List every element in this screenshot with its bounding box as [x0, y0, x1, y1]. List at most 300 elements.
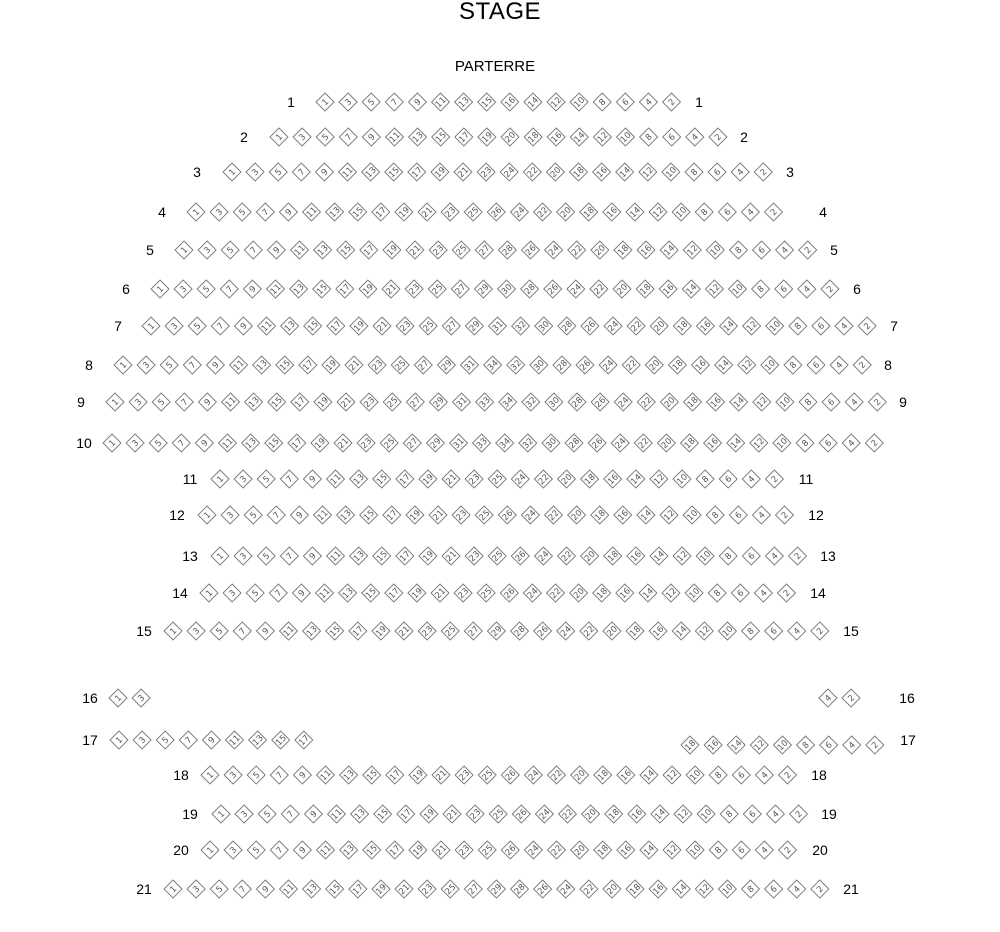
seat-row-5-15[interactable] [337, 241, 355, 259]
seat-row-8-16[interactable] [692, 356, 710, 374]
seat-row-5-19[interactable] [383, 241, 401, 259]
seat-row-3-6[interactable] [708, 163, 726, 181]
seat-row-8-32[interactable] [507, 356, 525, 374]
seat-row-9-29[interactable] [429, 393, 447, 411]
seat-row-15-6[interactable] [765, 622, 783, 640]
seat-row-18-22[interactable] [548, 766, 566, 784]
seat-row-11-18[interactable] [581, 470, 599, 488]
seat-row-2-2[interactable] [709, 128, 727, 146]
seat-row-7-14[interactable] [720, 317, 738, 335]
seat-row-3-11[interactable] [339, 163, 357, 181]
seat-row-7-25[interactable] [419, 317, 437, 335]
seat-row-11-2[interactable] [765, 470, 783, 488]
seat-row-1-4[interactable] [639, 93, 657, 111]
seat-row-13-21[interactable] [442, 547, 460, 565]
seat-row-21-19[interactable] [372, 880, 390, 898]
seat-row-7-6[interactable] [812, 317, 830, 335]
seat-row-15-29[interactable] [487, 622, 505, 640]
seat-row-13-10[interactable] [696, 547, 714, 565]
seat-row-6-4[interactable] [798, 280, 816, 298]
seat-row-5-6[interactable] [753, 241, 771, 259]
seat-row-18-20[interactable] [571, 766, 589, 784]
seat-row-8-15[interactable] [276, 356, 294, 374]
seat-row-13-12[interactable] [673, 547, 691, 565]
seat-row-20-12[interactable] [663, 841, 681, 859]
seat-row-21-25[interactable] [441, 880, 459, 898]
seat-row-17-5[interactable] [156, 731, 174, 749]
seat-row-9-21[interactable] [337, 393, 355, 411]
seat-row-7-27[interactable] [442, 317, 460, 335]
seat-row-4-6[interactable] [718, 203, 736, 221]
seat-row-10-17[interactable] [288, 434, 306, 452]
seat-row-6-19[interactable] [359, 280, 377, 298]
seat-row-12-15[interactable] [360, 506, 378, 524]
seat-row-10-20[interactable] [657, 434, 675, 452]
seat-row-21-15[interactable] [326, 880, 344, 898]
seat-row-2-20[interactable] [501, 128, 519, 146]
seat-row-9-32[interactable] [522, 393, 540, 411]
seat-row-16-1[interactable] [109, 689, 127, 707]
seat-row-19-1[interactable] [212, 805, 230, 823]
seat-row-14-26[interactable] [500, 584, 518, 602]
seat-row-8-31[interactable] [461, 356, 479, 374]
seat-row-10-23[interactable] [357, 434, 375, 452]
seat-row-17-4[interactable] [843, 736, 861, 754]
seat-row-7-22[interactable] [627, 317, 645, 335]
seat-row-12-17[interactable] [383, 506, 401, 524]
seat-row-19-6[interactable] [743, 805, 761, 823]
seat-row-7-20[interactable] [650, 317, 668, 335]
seat-row-1-12[interactable] [547, 93, 565, 111]
seat-row-7-7[interactable] [211, 317, 229, 335]
seat-row-2-11[interactable] [386, 128, 404, 146]
seat-row-20-1[interactable] [201, 841, 219, 859]
seat-row-13-25[interactable] [488, 547, 506, 565]
seat-row-5-5[interactable] [221, 241, 239, 259]
seat-row-16-3[interactable] [132, 689, 150, 707]
seat-row-10-29[interactable] [426, 434, 444, 452]
seat-row-7-8[interactable] [789, 317, 807, 335]
seat-row-10-30[interactable] [542, 434, 560, 452]
seat-row-4-20[interactable] [557, 203, 575, 221]
seat-row-9-31[interactable] [453, 393, 471, 411]
seat-row-12-9[interactable] [290, 506, 308, 524]
seat-row-5-21[interactable] [406, 241, 424, 259]
seat-row-18-3[interactable] [224, 766, 242, 784]
seat-row-14-7[interactable] [269, 584, 287, 602]
seat-row-10-11[interactable] [219, 434, 237, 452]
seat-row-20-11[interactable] [317, 841, 335, 859]
seat-row-14-25[interactable] [477, 584, 495, 602]
seat-row-8-3[interactable] [137, 356, 155, 374]
seat-row-9-24[interactable] [614, 393, 632, 411]
seat-row-21-7[interactable] [233, 880, 251, 898]
seat-row-10-19[interactable] [311, 434, 329, 452]
seat-row-18-9[interactable] [293, 766, 311, 784]
seat-row-6-16[interactable] [659, 280, 677, 298]
seat-row-5-7[interactable] [244, 241, 262, 259]
seat-row-6-8[interactable] [752, 280, 770, 298]
seat-row-12-21[interactable] [429, 506, 447, 524]
seat-row-11-21[interactable] [442, 470, 460, 488]
seat-row-1-5[interactable] [362, 93, 380, 111]
seat-row-21-3[interactable] [187, 880, 205, 898]
seat-row-18-19[interactable] [409, 766, 427, 784]
seat-row-9-26[interactable] [591, 393, 609, 411]
seat-row-17-1[interactable] [110, 731, 128, 749]
seat-row-6-24[interactable] [567, 280, 585, 298]
seat-row-18-1[interactable] [201, 766, 219, 784]
seat-row-3-4[interactable] [731, 163, 749, 181]
seat-row-3-2[interactable] [754, 163, 772, 181]
seat-row-9-27[interactable] [406, 393, 424, 411]
seat-row-13-23[interactable] [465, 547, 483, 565]
seat-row-1-16[interactable] [501, 93, 519, 111]
seat-row-2-9[interactable] [362, 128, 380, 146]
seat-row-14-3[interactable] [223, 584, 241, 602]
seat-row-5-4[interactable] [776, 241, 794, 259]
seat-row-3-8[interactable] [685, 163, 703, 181]
seat-row-12-4[interactable] [752, 506, 770, 524]
seat-row-7-24[interactable] [604, 317, 622, 335]
seat-row-19-16[interactable] [628, 805, 646, 823]
seat-row-10-1[interactable] [103, 434, 121, 452]
seat-row-5-26[interactable] [522, 241, 540, 259]
seat-row-17-18[interactable] [681, 736, 699, 754]
seat-row-13-26[interactable] [511, 547, 529, 565]
seat-row-6-30[interactable] [498, 280, 516, 298]
seat-row-7-16[interactable] [696, 317, 714, 335]
seat-row-13-7[interactable] [280, 547, 298, 565]
seat-row-21-29[interactable] [487, 880, 505, 898]
seat-row-9-22[interactable] [637, 393, 655, 411]
seat-row-13-9[interactable] [303, 547, 321, 565]
seat-row-11-10[interactable] [673, 470, 691, 488]
seat-row-10-8[interactable] [796, 434, 814, 452]
seat-row-5-16[interactable] [637, 241, 655, 259]
seat-row-7-2[interactable] [858, 317, 876, 335]
seat-row-1-1[interactable] [316, 93, 334, 111]
seat-row-3-3[interactable] [246, 163, 264, 181]
seat-row-5-10[interactable] [706, 241, 724, 259]
seat-row-4-1[interactable] [187, 203, 205, 221]
seat-row-11-8[interactable] [696, 470, 714, 488]
seat-row-10-7[interactable] [172, 434, 190, 452]
seat-row-5-23[interactable] [429, 241, 447, 259]
seat-row-5-24[interactable] [545, 241, 563, 259]
seat-row-19-11[interactable] [328, 805, 346, 823]
seat-row-20-14[interactable] [640, 841, 658, 859]
seat-row-12-7[interactable] [267, 506, 285, 524]
seat-row-13-11[interactable] [327, 547, 345, 565]
seat-row-4-14[interactable] [626, 203, 644, 221]
seat-row-10-33[interactable] [473, 434, 491, 452]
seat-row-5-1[interactable] [175, 241, 193, 259]
seat-row-9-12[interactable] [753, 393, 771, 411]
seat-row-15-7[interactable] [233, 622, 251, 640]
seat-row-8-29[interactable] [437, 356, 455, 374]
seat-row-19-19[interactable] [420, 805, 438, 823]
seat-row-21-22[interactable] [580, 880, 598, 898]
seat-row-5-27[interactable] [475, 241, 493, 259]
seat-row-7-29[interactable] [465, 317, 483, 335]
seat-row-14-17[interactable] [385, 584, 403, 602]
seat-row-10-25[interactable] [380, 434, 398, 452]
seat-row-12-23[interactable] [452, 506, 470, 524]
seat-row-14-5[interactable] [246, 584, 264, 602]
seat-row-4-22[interactable] [534, 203, 552, 221]
seat-row-13-14[interactable] [650, 547, 668, 565]
seat-row-5-22[interactable] [568, 241, 586, 259]
seat-row-19-22[interactable] [559, 805, 577, 823]
seat-row-19-13[interactable] [351, 805, 369, 823]
seat-row-12-6[interactable] [729, 506, 747, 524]
seat-row-2-13[interactable] [409, 128, 427, 146]
seat-row-15-17[interactable] [349, 622, 367, 640]
seat-row-3-13[interactable] [362, 163, 380, 181]
seat-row-4-7[interactable] [256, 203, 274, 221]
seat-row-12-24[interactable] [521, 506, 539, 524]
seat-row-10-16[interactable] [704, 434, 722, 452]
seat-row-4-5[interactable] [233, 203, 251, 221]
seat-row-9-6[interactable] [822, 393, 840, 411]
seat-row-15-16[interactable] [649, 622, 667, 640]
seat-row-10-21[interactable] [334, 434, 352, 452]
seat-row-10-3[interactable] [126, 434, 144, 452]
seat-row-19-3[interactable] [235, 805, 253, 823]
seat-row-8-19[interactable] [322, 356, 340, 374]
seat-row-14-1[interactable] [200, 584, 218, 602]
seat-row-21-16[interactable] [649, 880, 667, 898]
seat-row-19-9[interactable] [304, 805, 322, 823]
seat-row-9-7[interactable] [175, 393, 193, 411]
seat-row-8-14[interactable] [715, 356, 733, 374]
seat-row-4-2[interactable] [765, 203, 783, 221]
seat-row-1-8[interactable] [593, 93, 611, 111]
seat-row-15-20[interactable] [603, 622, 621, 640]
seat-row-18-6[interactable] [732, 766, 750, 784]
seat-row-15-3[interactable] [187, 622, 205, 640]
seat-row-7-17[interactable] [327, 317, 345, 335]
seat-row-6-12[interactable] [705, 280, 723, 298]
seat-row-19-5[interactable] [258, 805, 276, 823]
seat-row-18-14[interactable] [640, 766, 658, 784]
seat-row-14-10[interactable] [685, 584, 703, 602]
seat-row-6-29[interactable] [474, 280, 492, 298]
seat-row-6-18[interactable] [636, 280, 654, 298]
seat-row-11-13[interactable] [350, 470, 368, 488]
seat-row-20-15[interactable] [363, 841, 381, 859]
seat-row-13-24[interactable] [534, 547, 552, 565]
seat-row-8-8[interactable] [784, 356, 802, 374]
seat-row-12-5[interactable] [244, 506, 262, 524]
seat-row-15-2[interactable] [811, 622, 829, 640]
seat-row-3-14[interactable] [616, 163, 634, 181]
seat-row-17-8[interactable] [797, 736, 815, 754]
seat-row-3-1[interactable] [223, 163, 241, 181]
seat-row-11-6[interactable] [719, 470, 737, 488]
seat-row-2-7[interactable] [339, 128, 357, 146]
seat-row-15-8[interactable] [742, 622, 760, 640]
seat-row-15-19[interactable] [372, 622, 390, 640]
seat-row-3-7[interactable] [292, 163, 310, 181]
seat-row-8-11[interactable] [230, 356, 248, 374]
seat-row-20-10[interactable] [686, 841, 704, 859]
seat-row-5-28[interactable] [498, 241, 516, 259]
seat-row-11-9[interactable] [303, 470, 321, 488]
seat-row-11-11[interactable] [327, 470, 345, 488]
seat-row-17-17[interactable] [295, 731, 313, 749]
seat-row-10-12[interactable] [750, 434, 768, 452]
seat-row-8-30[interactable] [530, 356, 548, 374]
seat-row-15-22[interactable] [580, 622, 598, 640]
seat-row-8-22[interactable] [622, 356, 640, 374]
seat-row-8-21[interactable] [345, 356, 363, 374]
seat-row-4-10[interactable] [672, 203, 690, 221]
seat-row-15-5[interactable] [210, 622, 228, 640]
seat-row-19-10[interactable] [697, 805, 715, 823]
seat-row-4-17[interactable] [372, 203, 390, 221]
seat-row-6-20[interactable] [613, 280, 631, 298]
seat-row-6-1[interactable] [151, 280, 169, 298]
seat-row-20-13[interactable] [340, 841, 358, 859]
seat-row-18-23[interactable] [455, 766, 473, 784]
seat-row-7-18[interactable] [673, 317, 691, 335]
seat-row-15-24[interactable] [557, 622, 575, 640]
seat-row-14-6[interactable] [731, 584, 749, 602]
seat-row-10-26[interactable] [588, 434, 606, 452]
seat-row-5-9[interactable] [267, 241, 285, 259]
seat-row-10-9[interactable] [195, 434, 213, 452]
seat-row-20-22[interactable] [548, 841, 566, 859]
seat-row-11-5[interactable] [257, 470, 275, 488]
seat-row-19-20[interactable] [582, 805, 600, 823]
seat-row-13-2[interactable] [789, 547, 807, 565]
seat-row-18-18[interactable] [594, 766, 612, 784]
seat-row-7-9[interactable] [234, 317, 252, 335]
seat-row-19-18[interactable] [605, 805, 623, 823]
seat-row-21-12[interactable] [695, 880, 713, 898]
seat-row-2-14[interactable] [570, 128, 588, 146]
seat-row-4-18[interactable] [580, 203, 598, 221]
seat-row-20-8[interactable] [709, 841, 727, 859]
seat-row-12-3[interactable] [221, 506, 239, 524]
seat-row-3-17[interactable] [408, 163, 426, 181]
seat-row-12-8[interactable] [706, 506, 724, 524]
seat-row-13-16[interactable] [627, 547, 645, 565]
seat-row-13-5[interactable] [257, 547, 275, 565]
seat-row-11-1[interactable] [211, 470, 229, 488]
seat-row-3-15[interactable] [385, 163, 403, 181]
seat-row-10-6[interactable] [819, 434, 837, 452]
seat-row-4-25[interactable] [464, 203, 482, 221]
seat-row-11-15[interactable] [373, 470, 391, 488]
seat-row-21-14[interactable] [672, 880, 690, 898]
seat-row-9-14[interactable] [730, 393, 748, 411]
seat-row-12-11[interactable] [314, 506, 332, 524]
seat-row-15-27[interactable] [464, 622, 482, 640]
seat-row-11-7[interactable] [280, 470, 298, 488]
seat-row-10-27[interactable] [403, 434, 421, 452]
seat-row-20-26[interactable] [501, 841, 519, 859]
seat-row-18-13[interactable] [340, 766, 358, 784]
seat-row-21-5[interactable] [210, 880, 228, 898]
seat-row-21-9[interactable] [256, 880, 274, 898]
seat-row-21-2[interactable] [811, 880, 829, 898]
seat-row-15-9[interactable] [256, 622, 274, 640]
seat-row-6-23[interactable] [405, 280, 423, 298]
seat-row-21-23[interactable] [418, 880, 436, 898]
seat-row-4-19[interactable] [395, 203, 413, 221]
seat-row-3-5[interactable] [269, 163, 287, 181]
seat-row-17-9[interactable] [202, 731, 220, 749]
seat-row-13-19[interactable] [419, 547, 437, 565]
seat-row-1-6[interactable] [616, 93, 634, 111]
seat-row-10-10[interactable] [773, 434, 791, 452]
seat-row-6-6[interactable] [775, 280, 793, 298]
seat-row-15-28[interactable] [511, 622, 529, 640]
seat-row-20-9[interactable] [293, 841, 311, 859]
seat-row-14-23[interactable] [454, 584, 472, 602]
seat-row-7-23[interactable] [396, 317, 414, 335]
seat-row-1-13[interactable] [455, 93, 473, 111]
seat-row-14-11[interactable] [316, 584, 334, 602]
seat-row-12-19[interactable] [406, 506, 424, 524]
seat-row-11-3[interactable] [234, 470, 252, 488]
seat-row-17-2[interactable] [866, 736, 884, 754]
seat-row-12-22[interactable] [545, 506, 563, 524]
seat-row-18-26[interactable] [501, 766, 519, 784]
seat-row-5-2[interactable] [799, 241, 817, 259]
seat-row-8-13[interactable] [253, 356, 271, 374]
seat-row-1-10[interactable] [570, 93, 588, 111]
seat-row-2-12[interactable] [593, 128, 611, 146]
seat-row-6-5[interactable] [197, 280, 215, 298]
seat-row-15-18[interactable] [626, 622, 644, 640]
seat-row-7-10[interactable] [766, 317, 784, 335]
seat-row-10-18[interactable] [681, 434, 699, 452]
seat-row-3-10[interactable] [662, 163, 680, 181]
seat-row-4-23[interactable] [441, 203, 459, 221]
seat-row-20-3[interactable] [224, 841, 242, 859]
seat-row-15-21[interactable] [395, 622, 413, 640]
seat-row-20-25[interactable] [478, 841, 496, 859]
seat-row-3-18[interactable] [570, 163, 588, 181]
seat-row-5-20[interactable] [591, 241, 609, 259]
seat-row-6-2[interactable] [821, 280, 839, 298]
seat-row-2-3[interactable] [293, 128, 311, 146]
seat-row-6-15[interactable] [313, 280, 331, 298]
seat-row-11-12[interactable] [650, 470, 668, 488]
seat-row-17-10[interactable] [773, 736, 791, 754]
seat-row-13-1[interactable] [211, 547, 229, 565]
seat-row-10-32[interactable] [519, 434, 537, 452]
seat-row-21-24[interactable] [557, 880, 575, 898]
seat-row-4-4[interactable] [741, 203, 759, 221]
seat-row-6-22[interactable] [590, 280, 608, 298]
seat-row-21-6[interactable] [765, 880, 783, 898]
seat-row-3-9[interactable] [315, 163, 333, 181]
seat-row-12-25[interactable] [475, 506, 493, 524]
seat-row-18-24[interactable] [524, 766, 542, 784]
seat-row-20-6[interactable] [732, 841, 750, 859]
seat-row-1-2[interactable] [663, 93, 681, 111]
seat-row-19-26[interactable] [512, 805, 530, 823]
seat-row-14-15[interactable] [362, 584, 380, 602]
seat-row-9-13[interactable] [245, 393, 263, 411]
seat-row-8-9[interactable] [206, 356, 224, 374]
seat-row-21-21[interactable] [395, 880, 413, 898]
